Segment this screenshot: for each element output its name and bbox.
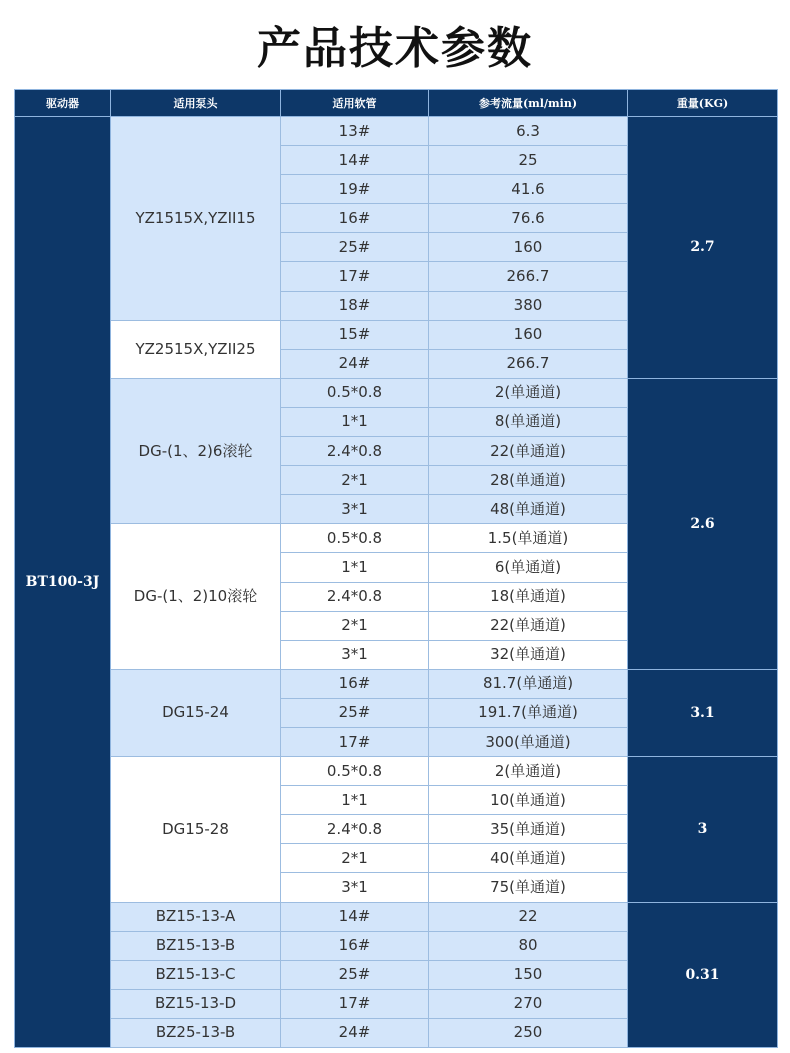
header-row [15, 90, 778, 117]
pump-cell: DG-(1、2)10滚轮 [111, 524, 281, 669]
flow-cell: 48(单通道) [429, 495, 628, 524]
weight-cell: 0.31 [628, 902, 778, 1047]
flow-cell: 2(单通道) [429, 757, 628, 786]
flow-cell: 6(单通道) [429, 553, 628, 582]
tube-cell: 24# [281, 349, 429, 378]
pump-cell: YZ1515X,YZII15 [111, 117, 281, 321]
tube-cell: 1*1 [281, 786, 429, 815]
flow-cell: 8(单通道) [429, 407, 628, 436]
page-title: 产品技术参数 [257, 23, 533, 74]
table-row [15, 378, 778, 407]
header-weight: 重量(KG) [628, 90, 778, 117]
tube-cell: 14# [281, 902, 429, 931]
flow-cell: 10(单通道) [429, 786, 628, 815]
tube-cell: 17# [281, 989, 429, 1018]
tube-cell: 0.5*0.8 [281, 378, 429, 407]
weight-cell: 2.7 [628, 117, 778, 379]
flow-cell: 160 [429, 233, 628, 262]
driver-cell: BT100-3J [15, 117, 111, 1048]
tube-cell: 2.4*0.8 [281, 582, 429, 611]
flow-cell: 266.7 [429, 262, 628, 291]
header-tube: 适用软管 [281, 90, 429, 117]
flow-cell: 40(单通道) [429, 844, 628, 873]
tube-cell: 2*1 [281, 611, 429, 640]
tube-cell: 15# [281, 320, 429, 349]
flow-cell: 6.3 [429, 117, 628, 146]
header-pump: 适用泵头 [111, 90, 281, 117]
flow-cell: 81.7(单通道) [429, 669, 628, 698]
weight-cell: 3 [628, 757, 778, 902]
tube-cell: 17# [281, 727, 429, 756]
flow-cell: 150 [429, 960, 628, 989]
tube-cell: 19# [281, 175, 429, 204]
flow-cell: 18(单通道) [429, 582, 628, 611]
tube-cell: 25# [281, 233, 429, 262]
pump-cell: DG15-28 [111, 757, 281, 902]
tube-cell: 3*1 [281, 873, 429, 902]
flow-cell: 22(单通道) [429, 611, 628, 640]
flow-cell: 270 [429, 989, 628, 1018]
tube-cell: 16# [281, 204, 429, 233]
tube-cell: 16# [281, 669, 429, 698]
tube-cell: 14# [281, 146, 429, 175]
tube-cell: 25# [281, 960, 429, 989]
tube-cell: 24# [281, 1018, 429, 1047]
flow-cell: 75(单通道) [429, 873, 628, 902]
pump-cell: BZ15-13-A [111, 902, 281, 931]
table-row [15, 902, 778, 931]
flow-cell: 76.6 [429, 204, 628, 233]
tube-cell: 1*1 [281, 407, 429, 436]
pump-cell: BZ15-13-D [111, 989, 281, 1018]
tube-cell: 17# [281, 262, 429, 291]
pump-cell: BZ25-13-B [111, 1018, 281, 1047]
tube-cell: 18# [281, 291, 429, 320]
flow-cell: 41.6 [429, 175, 628, 204]
tube-cell: 1*1 [281, 553, 429, 582]
pump-cell: BZ15-13-C [111, 960, 281, 989]
spec-table [14, 89, 778, 1048]
tube-cell: 2.4*0.8 [281, 437, 429, 466]
flow-cell: 250 [429, 1018, 628, 1047]
table-row [15, 669, 778, 698]
table-row [15, 757, 778, 786]
tube-cell: 0.5*0.8 [281, 524, 429, 553]
tube-cell: 3*1 [281, 495, 429, 524]
pump-cell: DG15-24 [111, 669, 281, 756]
tube-cell: 2.4*0.8 [281, 815, 429, 844]
tube-cell: 0.5*0.8 [281, 757, 429, 786]
flow-cell: 160 [429, 320, 628, 349]
flow-cell: 380 [429, 291, 628, 320]
tube-cell: 13# [281, 117, 429, 146]
pump-cell: BZ15-13-B [111, 931, 281, 960]
flow-cell: 1.5(单通道) [429, 524, 628, 553]
tube-cell: 2*1 [281, 466, 429, 495]
flow-cell: 32(单通道) [429, 640, 628, 669]
tube-cell: 16# [281, 931, 429, 960]
pump-cell: YZ2515X,YZII25 [111, 320, 281, 378]
flow-cell: 22 [429, 902, 628, 931]
weight-cell: 2.6 [628, 378, 778, 669]
flow-cell: 25 [429, 146, 628, 175]
table-row [15, 117, 778, 146]
tube-cell: 2*1 [281, 844, 429, 873]
flow-cell: 300(单通道) [429, 727, 628, 756]
flow-cell: 28(单通道) [429, 466, 628, 495]
weight-cell: 3.1 [628, 669, 778, 756]
flow-cell: 2(单通道) [429, 378, 628, 407]
pump-cell: DG-(1、2)6滚轮 [111, 378, 281, 523]
flow-cell: 80 [429, 931, 628, 960]
flow-cell: 266.7 [429, 349, 628, 378]
header-driver: 驱动器 [15, 90, 111, 117]
tube-cell: 3*1 [281, 640, 429, 669]
flow-cell: 22(单通道) [429, 437, 628, 466]
flow-cell: 35(单通道) [429, 815, 628, 844]
header-flow: 参考流量(ml/min) [429, 90, 628, 117]
flow-cell: 191.7(单通道) [429, 698, 628, 727]
tube-cell: 25# [281, 698, 429, 727]
